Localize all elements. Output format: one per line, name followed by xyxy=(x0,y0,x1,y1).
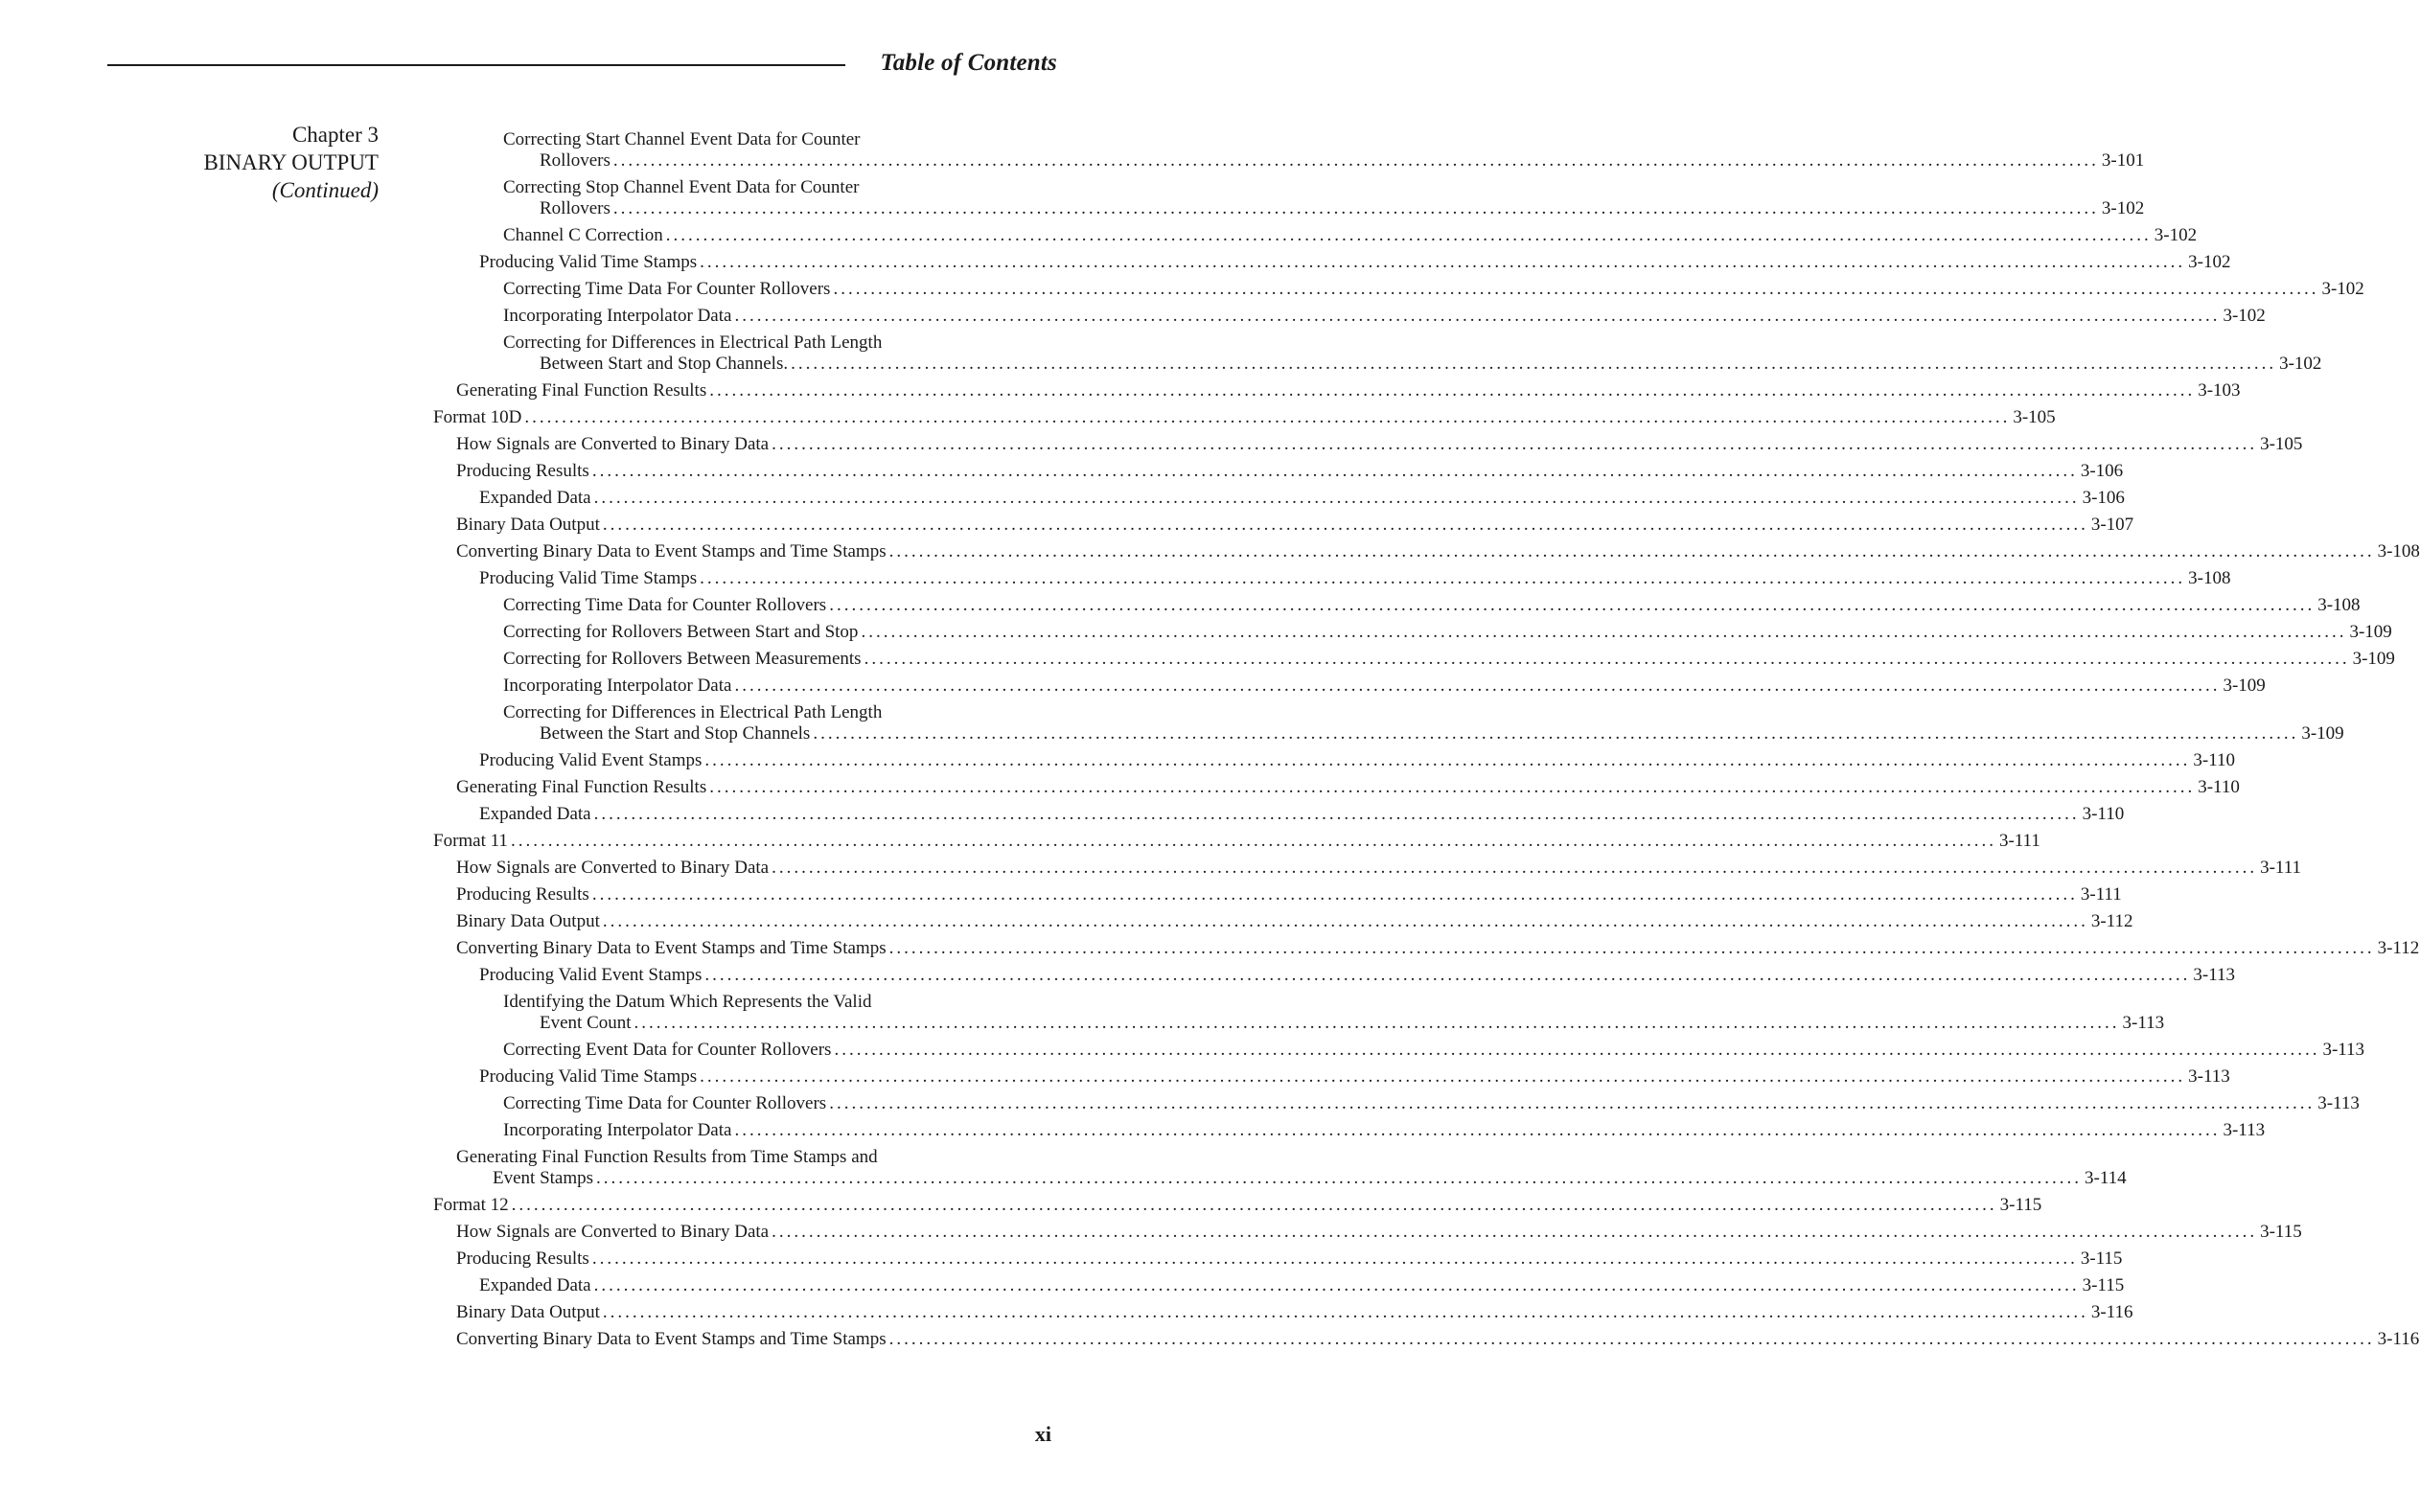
toc-entry xyxy=(456,515,2134,536)
toc-entry xyxy=(456,911,2133,932)
chapter-continued: (Continued) xyxy=(271,178,379,202)
toc-entry-title: Producing Valid Time Stamps xyxy=(479,252,698,272)
toc-entry-title: Converting Binary Data to Event Stamps and Time Stamps xyxy=(456,541,887,561)
toc-entry xyxy=(503,1093,2360,1114)
toc-entry xyxy=(456,1329,2420,1350)
dot-leader: ........................................................................................................................................................................................................ xyxy=(511,1195,1997,1215)
toc-entry-title: Producing Results xyxy=(456,461,589,481)
toc-entry-page: 3-110 xyxy=(2198,777,2240,797)
dot-leader: ........................................................................................................................................................................................................ xyxy=(593,488,2080,508)
dot-leader: ........................................................................................................................................................................................................ xyxy=(593,1275,2080,1295)
toc-entry-title: Producing Valid Event Stamps xyxy=(479,750,703,770)
toc-entry-title: Correcting for Rollovers Between Measurements xyxy=(503,649,862,669)
toc-entry-title: Converting Binary Data to Event Stamps and Time Stamps xyxy=(456,938,887,958)
toc-entry xyxy=(479,965,2236,986)
toc-entry-title: How Signals are Converted to Binary Data xyxy=(456,1222,770,1242)
dot-leader: ........................................................................................................................................................................................................ xyxy=(602,515,2088,535)
toc-entry-title: Producing Results xyxy=(456,1249,589,1269)
toc-entry-page: 3-109 xyxy=(2349,622,2392,642)
toc-entry-title: Generating Final Function Results xyxy=(456,380,707,401)
toc-entry xyxy=(456,461,2124,482)
toc-entry-title: Producing Results xyxy=(456,884,589,905)
toc-entry-title: Incorporating Interpolator Data xyxy=(503,676,732,696)
toc-entry-page: 3-110 xyxy=(2082,804,2125,824)
toc-entry-title: Correcting Time Data for Counter Rollovers xyxy=(503,1093,827,1113)
toc-entry xyxy=(503,649,2395,670)
toc-entry xyxy=(503,702,2344,745)
toc-entry xyxy=(456,1222,2302,1243)
toc-entry-title: Expanded Data xyxy=(479,488,591,508)
toc-entry-page: 3-109 xyxy=(2301,723,2344,744)
toc-entry-page: 3-113 xyxy=(2322,1040,2365,1060)
toc-entry xyxy=(433,831,2040,852)
chapter-title: BINARY OUTPUT xyxy=(203,150,379,174)
dot-leader: ........................................................................................................................................................................................................ xyxy=(888,938,2375,958)
toc-entry-page: 3-107 xyxy=(2090,515,2134,535)
toc-entry xyxy=(503,1040,2365,1061)
toc-entry-page: 3-116 xyxy=(2090,1302,2133,1322)
toc-entry-page: 3-111 xyxy=(2260,858,2302,878)
toc-entry-page: 3-105 xyxy=(2013,407,2056,427)
toc-entry-page: 3-102 xyxy=(2321,279,2364,299)
toc-entry-title: Incorporating Interpolator Data xyxy=(503,306,732,326)
dot-leader: ........................................................................................................................................................................................................ xyxy=(833,279,2319,299)
toc-entry xyxy=(456,541,2420,562)
toc-entry-title: How Signals are Converted to Binary Data xyxy=(456,434,770,454)
dot-leader: ........................................................................................................................................................................................................ xyxy=(510,831,1996,851)
toc-entry-title: Binary Data Output xyxy=(456,515,600,535)
toc-entry-title: Correcting for Differences in Electrical Path Length xyxy=(503,702,883,722)
toc-entry-page: 3-108 xyxy=(2317,595,2361,615)
toc-entry xyxy=(456,434,2303,455)
toc-entry-title: How Signals are Converted to Binary Data xyxy=(456,858,770,878)
dot-leader: ........................................................................................................................................................................................................ xyxy=(704,750,2191,770)
toc-entry xyxy=(503,1120,2266,1141)
toc-entry-title: Expanded Data xyxy=(479,804,591,824)
dot-leader: ........................................................................................................................................................................................................ xyxy=(612,150,2099,171)
toc-entry-page: 3-108 xyxy=(2188,568,2231,588)
toc-entry-title-cont: Event Stamps xyxy=(493,1168,594,1188)
dot-leader: ........................................................................................................................................................................................................ xyxy=(665,225,2152,245)
dot-leader: ........................................................................................................................................................................................................ xyxy=(591,461,2078,481)
toc-entry-title: Channel C Correction xyxy=(503,225,663,245)
dot-leader: ........................................................................................................................................................................................................ xyxy=(700,1066,2186,1087)
toc-entry xyxy=(456,1302,2133,1323)
dot-leader: ........................................................................................................................................................................................................ xyxy=(700,252,2186,272)
toc-entry xyxy=(503,622,2392,643)
toc-entry-title: Identifying the Datum Which Represents the Valid xyxy=(503,992,872,1012)
toc-entry-page: 3-113 xyxy=(2188,1066,2230,1087)
toc-entry xyxy=(456,858,2302,879)
toc-entry-page: 3-109 xyxy=(2223,676,2266,696)
dot-leader: ........................................................................................................................................................................................................ xyxy=(524,407,2011,427)
dot-leader: ........................................................................................................................................................................................................ xyxy=(704,965,2191,985)
toc-entry-title: Format 12 xyxy=(433,1195,509,1215)
toc-entry-page: 3-102 xyxy=(2101,198,2145,218)
dot-leader: ........................................................................................................................................................................................................ xyxy=(593,804,2080,824)
toc-entry-page: 3-112 xyxy=(2377,938,2420,958)
dot-leader: ........................................................................................................................................................................................................ xyxy=(602,1302,2088,1322)
toc-entry-page: 3-101 xyxy=(2101,150,2145,171)
toc-entry xyxy=(456,884,2122,905)
toc-entry xyxy=(503,177,2145,219)
toc-entry-page: 3-102 xyxy=(2154,225,2198,245)
toc-entry-page: 3-111 xyxy=(2080,884,2122,905)
dot-leader: ........................................................................................................................................................................................................ xyxy=(829,595,2316,615)
toc-entry xyxy=(503,332,2322,375)
toc-entry-title-cont: Rollovers xyxy=(540,150,611,171)
toc-entry-page: 3-113 xyxy=(2193,965,2236,985)
toc-entry xyxy=(456,938,2420,959)
toc-entry xyxy=(479,252,2231,273)
toc-entry-page: 3-112 xyxy=(2090,911,2133,931)
toc-entry-page: 3-103 xyxy=(2198,380,2241,401)
toc-entry-title-cont: Between Start and Stop Channels. xyxy=(540,354,789,374)
dot-leader: ........................................................................................................................................................................................................ xyxy=(772,434,2258,454)
toc-entry xyxy=(503,992,2165,1034)
toc-entry-title: Correcting Stop Channel Event Data for Counter xyxy=(503,177,860,197)
toc-entry xyxy=(479,804,2125,825)
toc-entry xyxy=(503,306,2266,327)
dot-leader: ........................................................................................................................................................................................................ xyxy=(596,1168,2083,1188)
toc-entry xyxy=(479,488,2125,509)
toc-entry-title: Incorporating Interpolator Data xyxy=(503,1120,732,1140)
toc-entry xyxy=(503,676,2266,697)
toc-entry xyxy=(456,1147,2127,1189)
toc-entry-page: 3-102 xyxy=(2223,306,2266,326)
chapter-label: Chapter 3 xyxy=(291,123,379,147)
toc-entry-title: Binary Data Output xyxy=(456,911,600,931)
toc-entry-title: Generating Final Function Results from Time Stamps and xyxy=(456,1147,878,1167)
toc-entry xyxy=(456,777,2240,798)
dot-leader: ........................................................................................................................................................................................................ xyxy=(772,858,2258,878)
dot-leader: ........................................................................................................................................................................................................ xyxy=(864,649,2350,669)
toc-entry-title-cont: Rollovers xyxy=(540,198,611,218)
dot-leader: ........................................................................................................................................................................................................ xyxy=(734,676,2221,696)
dot-leader: ........................................................................................................................................................................................................ xyxy=(829,1093,2316,1113)
toc-entry-page: 3-110 xyxy=(2193,750,2236,770)
toc-entry xyxy=(503,595,2361,616)
dot-leader: ........................................................................................................................................................................................................ xyxy=(813,723,2299,744)
toc-entry-title: Binary Data Output xyxy=(456,1302,600,1322)
toc-entry-title: Expanded Data xyxy=(479,1275,591,1295)
toc-entry-title: Producing Valid Event Stamps xyxy=(479,965,703,985)
dot-leader: ........................................................................................................................................................................................................ xyxy=(772,1222,2258,1242)
toc-entry-title: Producing Valid Time Stamps xyxy=(479,568,698,588)
dot-leader: ........................................................................................................................................................................................................ xyxy=(791,354,2277,374)
dot-leader: ........................................................................................................................................................................................................ xyxy=(834,1040,2320,1060)
toc-entry-title: Correcting Time Data For Counter Rollovers xyxy=(503,279,831,299)
toc-entry-title: Correcting for Differences in Electrical Path Length xyxy=(503,332,883,353)
dot-leader: ........................................................................................................................................................................................................ xyxy=(634,1013,2120,1033)
toc-entry-page: 3-102 xyxy=(2279,354,2322,374)
toc-entry-title: Correcting Time Data for Counter Rollovers xyxy=(503,595,827,615)
dot-leader: ........................................................................................................................................................................................................ xyxy=(734,306,2221,326)
toc-entry-title: Correcting for Rollovers Between Start and Stop xyxy=(503,622,859,642)
toc-entry-page: 3-115 xyxy=(2082,1275,2125,1295)
toc-entry-page: 3-109 xyxy=(2352,649,2395,669)
toc-entry xyxy=(479,568,2231,589)
running-header: Table of Contents xyxy=(880,50,1057,76)
toc-entry xyxy=(503,225,2198,246)
toc-entry-page: 3-115 xyxy=(2080,1249,2123,1269)
toc-entry xyxy=(433,1195,2042,1216)
dot-leader: ........................................................................................................................................................................................................ xyxy=(700,568,2186,588)
toc-entry-title: Generating Final Function Results xyxy=(456,777,707,797)
page-number: xi xyxy=(1034,1422,1051,1446)
toc-entry-page: 3-102 xyxy=(2188,252,2231,272)
toc-entry xyxy=(479,750,2236,771)
toc-entry-page: 3-106 xyxy=(2082,488,2125,508)
toc-entry-title: Correcting Event Data for Counter Rollovers xyxy=(503,1040,832,1060)
toc-entry-page: 3-113 xyxy=(2317,1093,2360,1113)
dot-leader: ........................................................................................................................................................................................................ xyxy=(612,198,2099,218)
dot-leader: ........................................................................................................................................................................................................ xyxy=(861,622,2347,642)
toc-entry-page: 3-115 xyxy=(2260,1222,2302,1242)
dot-leader: ........................................................................................................................................................................................................ xyxy=(602,911,2088,931)
toc-entry-title-cont: Event Count xyxy=(540,1013,632,1033)
toc-entry xyxy=(479,1275,2125,1296)
toc-entry xyxy=(456,1249,2123,1270)
toc-entry-title: Format 11 xyxy=(433,831,508,851)
dot-leader: ........................................................................................................................................................................................................ xyxy=(734,1120,2221,1140)
toc-entry-title: Producing Valid Time Stamps xyxy=(479,1066,698,1087)
toc-entry-page: 3-113 xyxy=(2223,1120,2266,1140)
dot-leader: ........................................................................................................................................................................................................ xyxy=(709,777,2196,797)
toc-entry-page: 3-106 xyxy=(2080,461,2124,481)
dot-leader: ........................................................................................................................................................................................................ xyxy=(888,1329,2375,1349)
dot-leader: ........................................................................................................................................................................................................ xyxy=(888,541,2375,561)
toc-entry xyxy=(479,1066,2230,1088)
toc-entry xyxy=(503,129,2145,172)
dot-leader: ........................................................................................................................................................................................................ xyxy=(591,884,2078,905)
toc-entry-title-cont: Between the Start and Stop Channels xyxy=(540,723,811,744)
toc-entry xyxy=(433,407,2056,428)
toc-entry-title: Format 10D xyxy=(433,407,522,427)
toc-entry-page: 3-111 xyxy=(1998,831,2040,851)
toc-entry-title: Converting Binary Data to Event Stamps and Time Stamps xyxy=(456,1329,887,1349)
dot-leader: ........................................................................................................................................................................................................ xyxy=(591,1249,2078,1269)
toc-entry xyxy=(503,279,2364,300)
toc-entry-title: Correcting Start Channel Event Data for Counter xyxy=(503,129,861,149)
toc-entry-page: 3-105 xyxy=(2260,434,2303,454)
toc-entry-page: 3-116 xyxy=(2377,1329,2420,1349)
toc-entry-page: 3-115 xyxy=(1999,1195,2042,1215)
toc-entry-page: 3-114 xyxy=(2085,1168,2127,1188)
toc-entry xyxy=(456,380,2241,401)
toc-entry-page: 3-113 xyxy=(2122,1013,2165,1033)
dot-leader: ........................................................................................................................................................................................................ xyxy=(709,380,2196,401)
toc-entry-page: 3-108 xyxy=(2377,541,2420,561)
